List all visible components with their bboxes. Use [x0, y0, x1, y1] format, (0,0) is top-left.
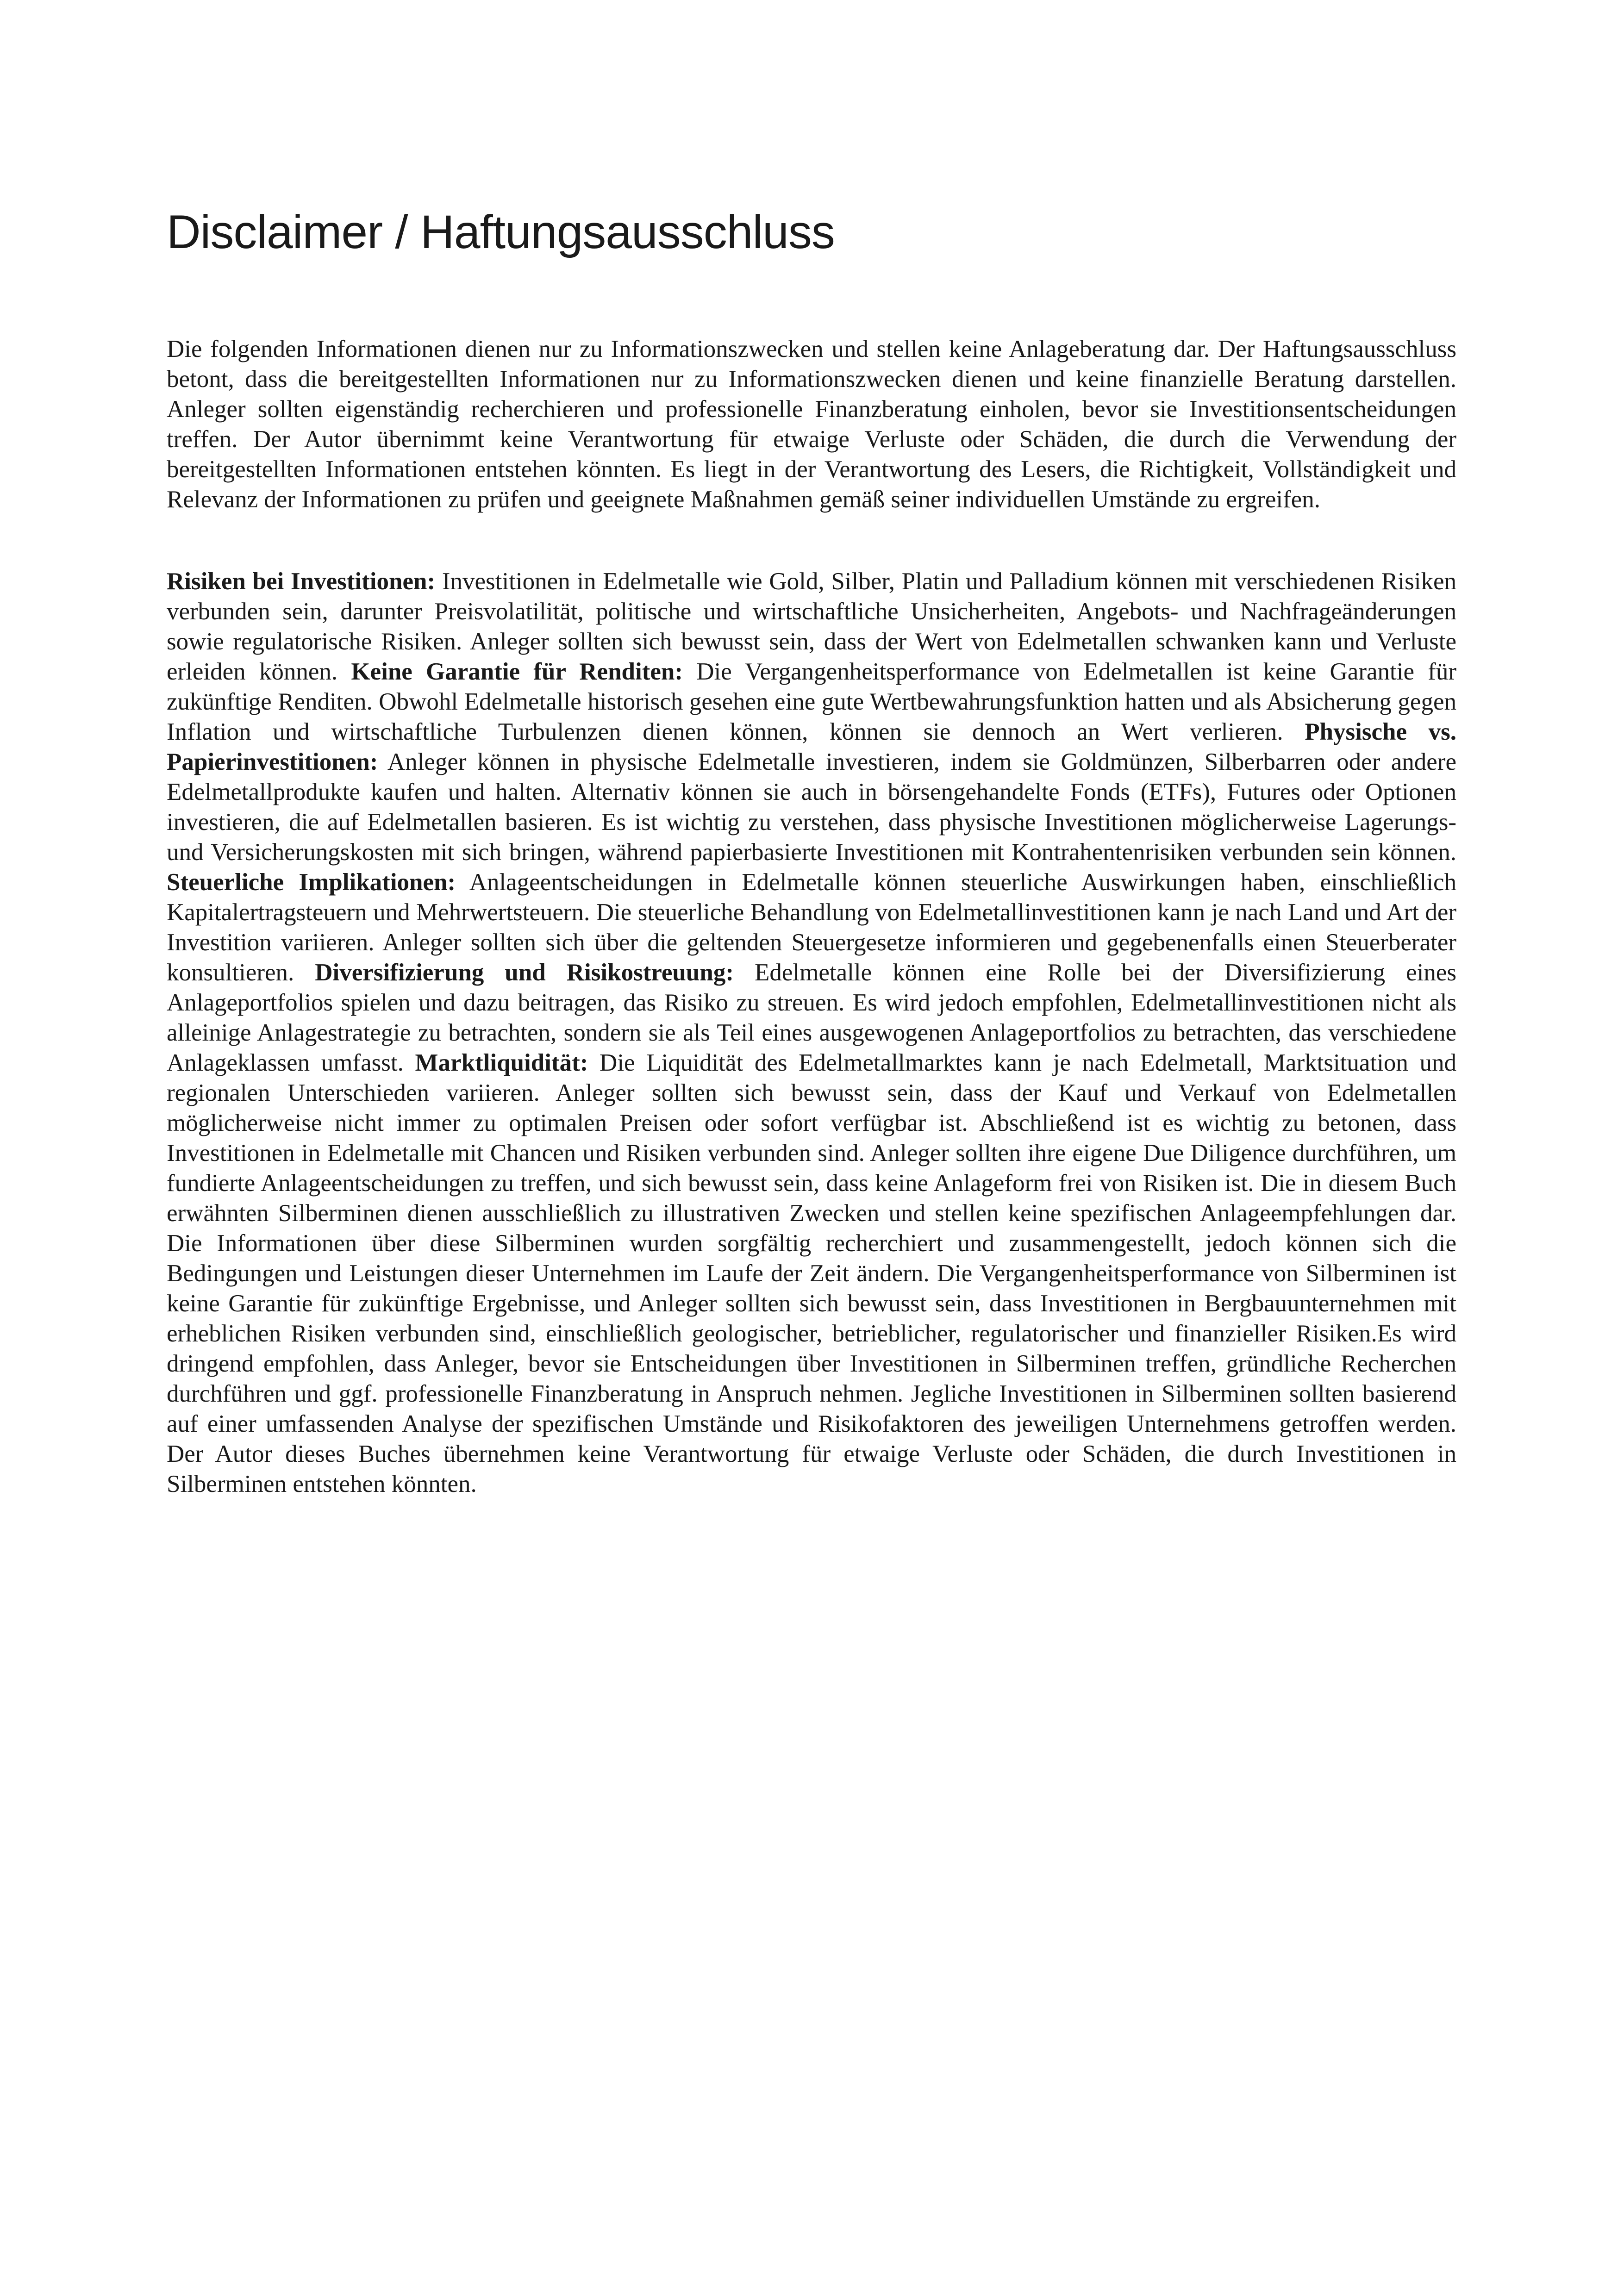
- section-heading-risks: Risiken bei Investitionen:: [167, 568, 436, 595]
- section-heading-market-liquidity: Marktliquidität:: [415, 1049, 588, 1077]
- risks-paragraph: [167, 567, 1456, 1499]
- section-text-market-liquidity: Die Liquidität des Edelmetallmarktes kann je nach Edelmetall, Marktsituation und regionalen Unterschieden variieren. Anleger sollten sich bewusst sein, dass der Kauf und Verkauf von Edelmetallen möglicherweise nicht immer zu optimalen Preisen oder sofort verfügbar ist. Abschließend ist es wichtig zu betonen, dass Investitionen in Edelmetalle mit Chancen und Risiken verbunden sind. Anleger sollten ihre eigene Due Diligence durchführen, um fundierte Anlageentscheidungen zu treffen, und sich bewusst sein, dass keine Anlageform frei von Risiken ist. Die in diesem Buch erwähnten Silberminen dienen ausschließlich zu illustrativen Zwecken und stellen keine spezifischen Anlageempfehlungen dar. Die Informationen über diese Silberminen wurden sorgfältig recherchiert und zusammengestellt, jedoch können sich die Bedingungen und Leistungen dieser Unternehmen im Laufe der Zeit ändern. Die Vergangenheitsperformance von Silberminen ist keine Garantie für zukünftige Ergebnisse, und Anleger sollten sich bewusst sein, dass Investitionen in Bergbauunternehmen mit erheblichen Risiken verbunden sind, einschließlich geologischer, betrieblicher, regulatorischer und finanzieller Risiken.Es wird dringend empfohlen, dass Anleger, bevor sie Entscheidungen über Investitionen in Silberminen treffen, gründliche Recherchen durchführen und ggf. professionelle Finanzberatung in Anspruch nehmen. Jegliche Investitionen in Silberminen sollten basierend auf einer umfassenden Analyse der spezifischen Umstände und Risikofaktoren des jeweiligen Unternehmens getroffen werden. Der Autor dieses Buches übernehmen keine Verantwortung für etwaige Verluste oder Schäden, die durch Investitionen in Silberminen entstehen könnten.: [167, 1049, 1456, 1498]
- section-text-tax-implications: Anlageentscheidungen in Edelmetalle können steuerliche Auswirkungen haben, einschließlich Kapitalertragsteuern und Mehrwertsteuern. Die steuerliche Behandlung von Edelmetallinvestitionen kann je nach Land und Art der Investition variieren. Anleger sollten sich über die geltenden Steuergesetze informieren und gegebenenfalls einen Steuerberater konsultieren.: [167, 869, 1457, 986]
- section-heading-tax-implications: Steuerliche Implikationen:: [167, 869, 456, 896]
- section-text-risks: Investitionen in Edelmetalle wie Gold, Silber, Platin und Palladium können mit verschiedenen Risiken verbunden sein, darunter Preisvolatilität, politische und wirtschaftliche Unsicherheiten, Angebots- und Nachfrageänderungen sowie regulatorische Risiken. Anleger sollten sich bewusst sein, dass der Wert von Edelmetallen schwanken kann und Verluste erleiden können.: [167, 568, 1456, 686]
- section-heading-diversification: Diversifizierung und Risikostreuung:: [315, 959, 734, 986]
- intro-paragraph: Die folgenden Informationen dienen nur zu Informationszwecken und stellen keine Anlageberatung dar. Der Haftungsausschluss betont, dass die bereitgestellten Informationen nur zu Informationszwecken dienen und keine finanzielle Beratung darstellen. Anleger sollten eigenständig recherchieren und professionelle Finanzberatung einholen, bevor sie Investitionsentscheidungen treffen. Der Autor übernimmt keine Verantwortung für etwaige Verluste oder Schäden, die durch die Verwendung der bereitgestellten Informationen entstehen könnten. Es liegt in der Verantwortung des Lesers, die Richtigkeit, Vollständigkeit und Relevanz der Informationen zu prüfen und geeignete Maßnahmen gemäß seiner individuellen Umstände zu ergreifen.: [167, 336, 1456, 513]
- section-text-no-guarantee: Die Vergangenheitsperformance von Edelmetallen ist keine Garantie für zukünftige Renditen. Obwohl Edelmetalle historisch gesehen eine gute Wertbewahrungsfunktion hatten und als Absicherung gegen Inflation und wirtschaftliche Turbulenzen dienen können, können sie dennoch an Wert verlieren.: [167, 658, 1456, 746]
- section-text-physical-vs-paper: Anleger können in physische Edelmetalle investieren, indem sie Goldmünzen, Silberbarren oder andere Edelmetallprodukte kaufen und halten. Alternativ können sie auch in börsengehandelte Fonds (ETFs), Futures oder Optionen investieren, die auf Edelmetallen basieren. Es ist wichtig zu verstehen, dass physische Investitionen möglicherweise Lagerungs- und Versicherungskosten mit sich bringen, während papierbasierte Investitionen mit Kontrahentenrisiken verbunden sein können.: [167, 748, 1456, 866]
- section-heading-physical-vs-paper: Physische vs. Papierinvestitionen:: [167, 718, 1456, 776]
- section-text-diversification: Edelmetalle können eine Rolle bei der Diversifizierung eines Anlageportfolios spielen und dazu beitragen, das Risiko zu streuen. Es wird jedoch empfohlen, Edelmetallinvestitionen nicht als alleinige Anlagestrategie zu betrachten, sondern sie als Teil eines ausgewogenen Anlageportfolios zu betrachten, das verschiedene Anlageklassen umfasst.: [167, 959, 1456, 1077]
- page-title: Disclaimer / Haftungsausschluss: [167, 206, 835, 258]
- section-heading-no-guarantee: Keine Garantie für Renditen:: [351, 658, 683, 686]
- document-page: [167, 204, 1456, 1499]
